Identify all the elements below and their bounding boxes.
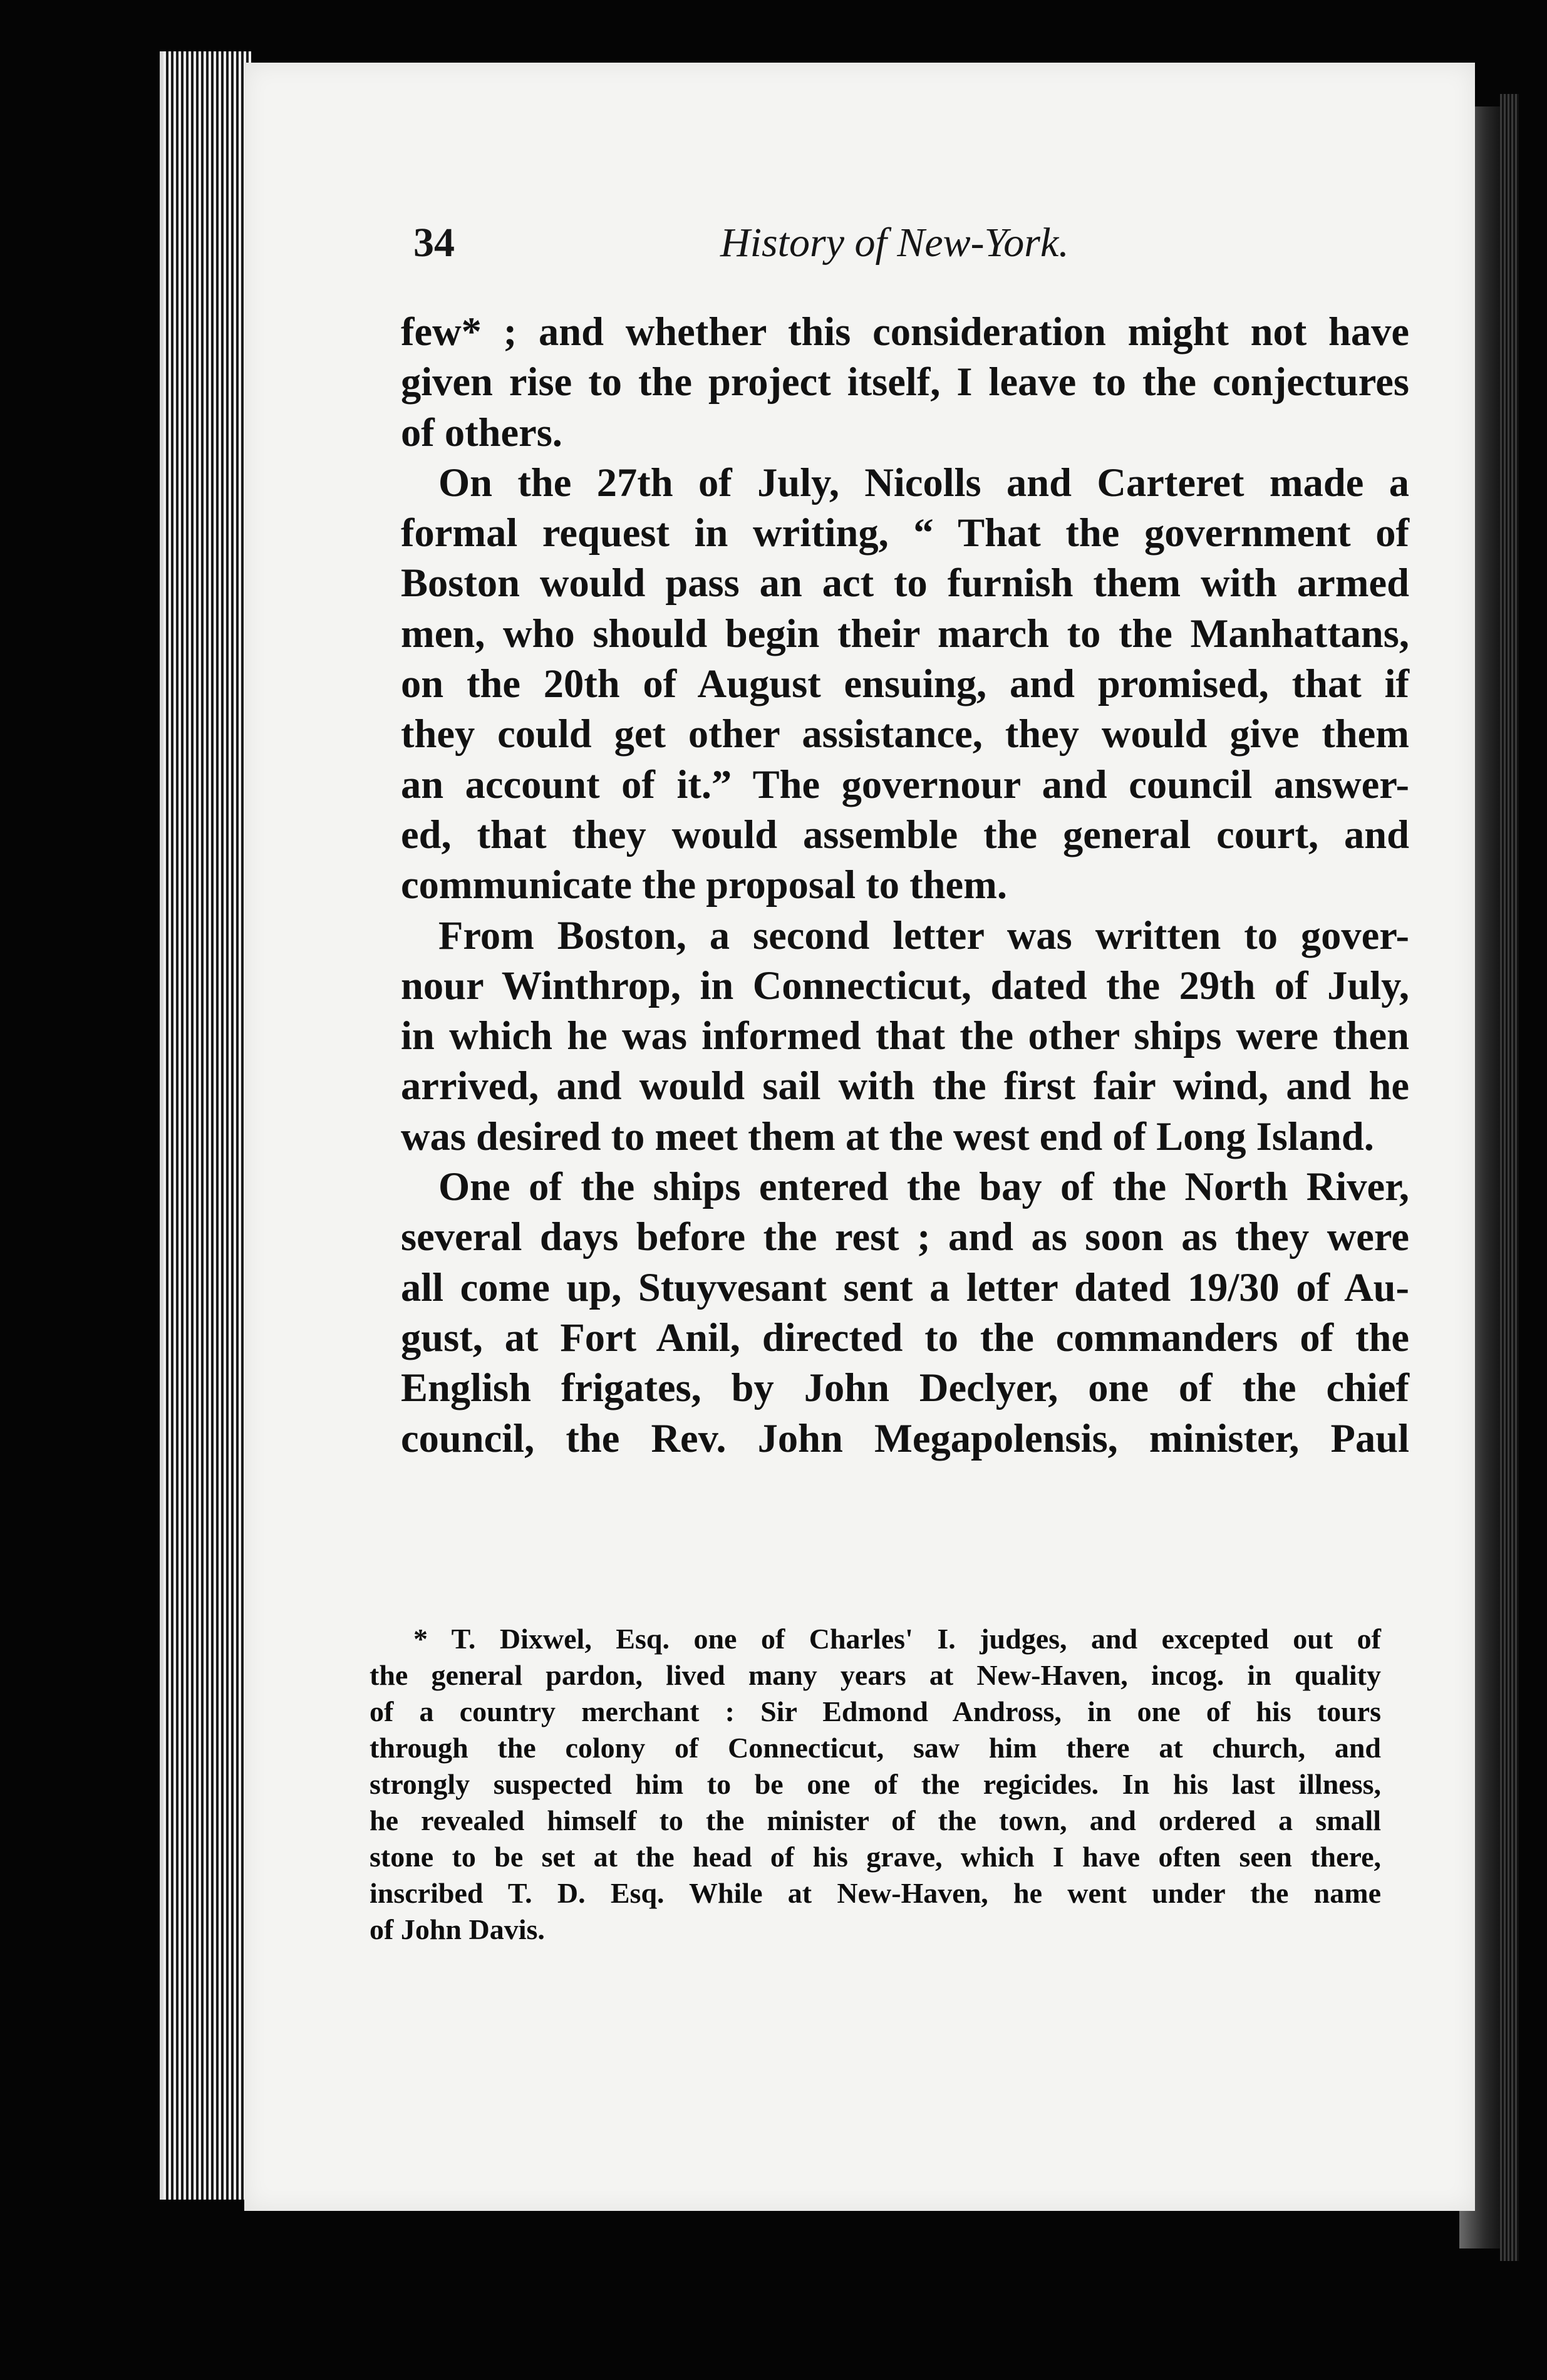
footnote-line: through the colony of Connecticut, saw him there at church, and xyxy=(370,1732,1381,1764)
body-line: they could get other assistance, they would give them xyxy=(401,711,1409,757)
footnote xyxy=(370,1621,1381,1948)
body-text xyxy=(401,307,1409,1464)
body-line: formal request in writing, “ That the government of xyxy=(401,510,1409,556)
footnote-line: * T. Dixwel, Esq. one of Charles' I. judges, and excepted out of xyxy=(413,1623,1381,1655)
footnote-line: stone to be set at the head of his grave, which I have often seen there, xyxy=(370,1841,1381,1873)
body-line: on the 20th of August ensuing, and promised, that if xyxy=(401,661,1409,706)
footnote-line: the general pardon, lived many years at New-Haven, incog. in quality xyxy=(370,1659,1381,1691)
body-line: On the 27th of July, Nicolls and Carteret made a xyxy=(438,460,1409,505)
footnote-line: strongly suspected him to be one of the regicides. In his last illness, xyxy=(370,1768,1381,1800)
body-line: Boston would pass an act to furnish them with armed xyxy=(401,561,1409,606)
body-line: English frigates, by John Declyer, one of the chief xyxy=(401,1365,1409,1410)
body-line: arrived, and would sail with the first fair wind, and he xyxy=(401,1063,1409,1109)
footnote-line: of John Davis. xyxy=(370,1913,545,1945)
footnote-line: he revealed himself to the minister of the town, and ordered a small xyxy=(370,1804,1381,1836)
body-line: was desired to meet them at the west end of Long Island. xyxy=(401,1114,1374,1159)
body-line: nour Winthrop, in Connecticut, dated the 29th of July, xyxy=(401,963,1409,1008)
footnote-line: of a country merchant : Sir Edmond Andross, in one of his tours xyxy=(370,1695,1381,1727)
adjacent-page-edge xyxy=(1500,94,1519,2261)
body-line: an account of it.” The governour and council answer- xyxy=(401,762,1409,807)
body-line: gust, at Fort Anil, directed to the commanders of the xyxy=(401,1315,1409,1360)
running-title: History of New-York. xyxy=(720,220,1069,266)
body-line: council, the Rev. John Megapolensis, minister, Paul xyxy=(401,1415,1409,1461)
body-line: ed, that they would assemble the general court, and xyxy=(401,812,1409,857)
body-line: communicate the proposal to them. xyxy=(401,862,1008,908)
body-line: in which he was informed that the other ships were then xyxy=(401,1013,1409,1058)
page-number: 34 xyxy=(413,220,455,266)
body-line: men, who should begin their march to the Manhattans, xyxy=(401,611,1409,656)
body-line: few* ; and whether this consideration might not have xyxy=(401,309,1409,354)
body-line: all come up, Stuyvesant sent a letter dated 19/30 of Au- xyxy=(401,1265,1409,1310)
body-line: One of the ships entered the bay of the North River, xyxy=(438,1164,1409,1209)
footnote-line: inscribed T. D. Esq. While at New-Haven, he went under the name xyxy=(370,1877,1381,1909)
body-line: several days before the rest ; and as soon as they were xyxy=(401,1214,1409,1260)
body-line: given rise to the project itself, I leave to the conjectures xyxy=(401,360,1409,405)
page-header xyxy=(413,219,1140,276)
body-line: From Boston, a second letter was written to gover- xyxy=(438,913,1409,958)
book-binding-edge xyxy=(160,51,251,2200)
body-line: of others. xyxy=(401,410,562,455)
